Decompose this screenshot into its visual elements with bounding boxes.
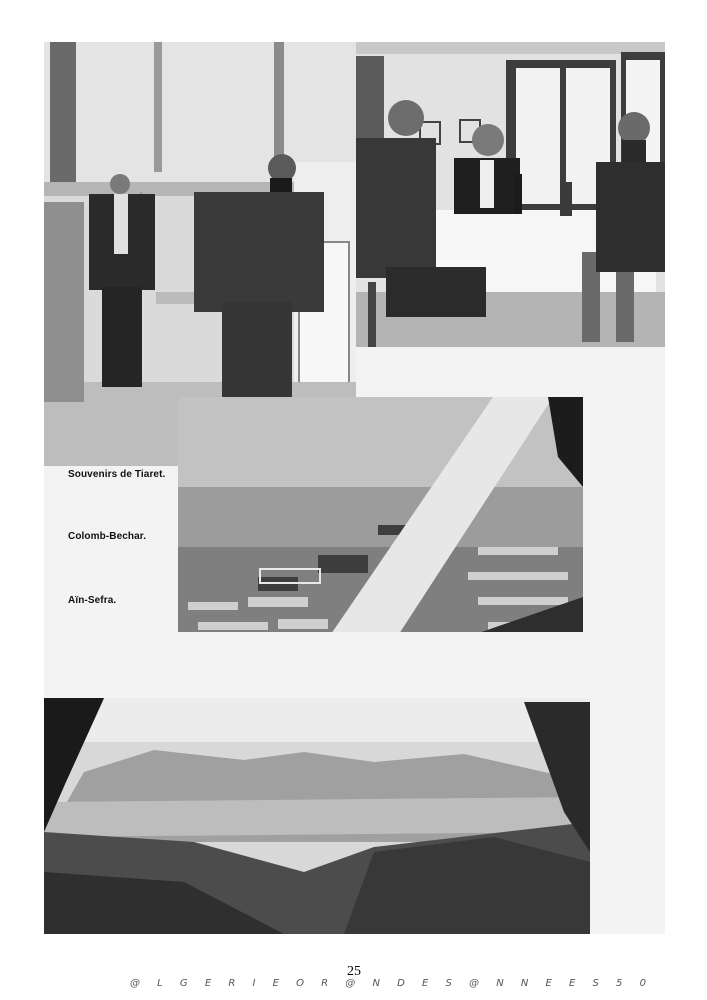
caption-colomb-bechar: Colomb-Bechar.	[68, 531, 147, 542]
caption-ain-sefra: Aïn-Sefra.	[68, 595, 117, 606]
photo-dining-table	[356, 42, 665, 347]
page-footer: @ L G E R I E O R @ N D E S @ N N E E S 5 0	[130, 978, 653, 989]
page-number: 25	[347, 964, 361, 979]
caption-tiaret: Souvenirs de Tiaret.	[68, 469, 166, 480]
photo-mountain-panorama	[44, 632, 590, 934]
